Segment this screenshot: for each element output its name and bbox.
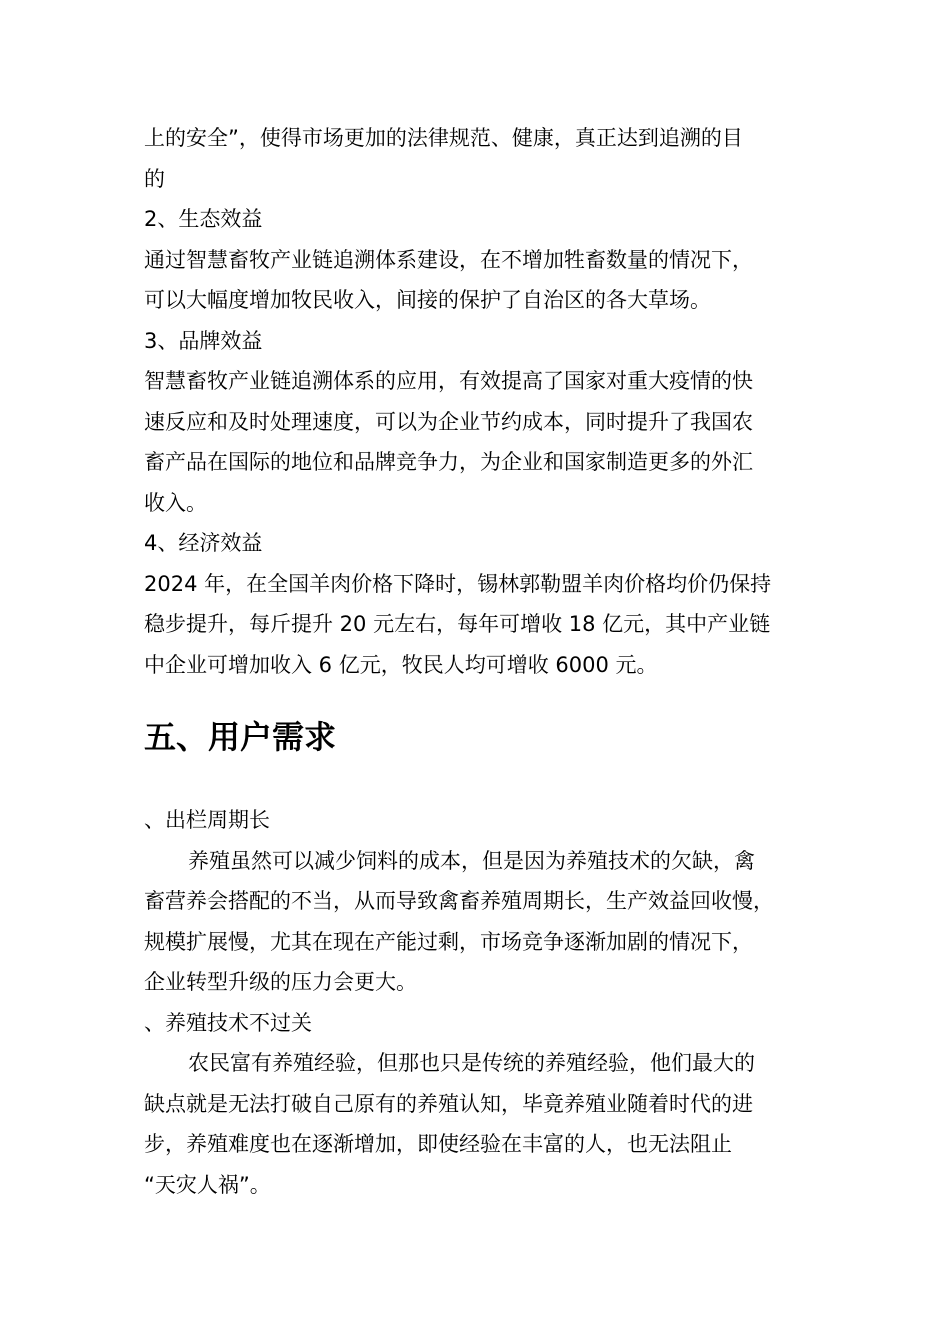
section-ecology bbox=[144, 199, 824, 321]
paragraph-line: 畜营养会搭配的不当，从而导致禽畜养殖周期长，生产效益回收慢， bbox=[144, 889, 774, 913]
section-title: 、养殖技术不过关 bbox=[144, 1010, 312, 1035]
section-title: 3、品牌效益 bbox=[144, 328, 263, 353]
document-page bbox=[144, 118, 824, 1205]
section-technique bbox=[144, 1003, 824, 1206]
section-economy bbox=[144, 523, 824, 685]
paragraph-line: 养殖虽然可以减少饲料的成本，但是因为养殖技术的欠缺，禽 bbox=[188, 848, 755, 873]
intro-continuation bbox=[144, 118, 824, 199]
paragraph-line: 稳步提升，每斤提升 20 元左右，每年可增收 18 亿元，其中产业链 bbox=[144, 612, 771, 636]
paragraph-line: 2024 年，在全国羊肉价格下降时，锡林郭勒盟羊肉价格均价仍保持 bbox=[144, 571, 772, 596]
paragraph-line: 规模扩展慢，尤其在现在产能过剩，市场竞争逐渐加剧的情况下， bbox=[144, 929, 753, 954]
section-title: 2、生态效益 bbox=[144, 207, 263, 231]
paragraph-line: 畜产品在国际的地位和品牌竞争力，为企业和国家制造更多的外汇 bbox=[144, 450, 753, 474]
paragraph-line: 的 bbox=[144, 166, 165, 191]
paragraph-line: 上的安全”，使得市场更加的法律规范、健康，真正达到追溯的目 bbox=[144, 126, 743, 150]
section-title: 4、经济效益 bbox=[144, 531, 263, 555]
paragraph-line: 可以大幅度增加牧民收入，间接的保护了自治区的各大草场。 bbox=[144, 288, 711, 312]
paragraph-line: 速反应和及时处理速度，可以为企业节约成本，同时提升了我国农 bbox=[144, 409, 753, 434]
paragraph-line: 收入。 bbox=[144, 490, 207, 515]
paragraph-line: 农民富有养殖经验，但那也只是传统的养殖经验，他们最大的 bbox=[188, 1051, 755, 1075]
section-brand bbox=[144, 321, 824, 524]
section-title: 、出栏周期长 bbox=[144, 808, 270, 832]
paragraph-line: 步，养殖难度也在逐渐增加，即使经验在丰富的人，也无法阻止 bbox=[144, 1132, 732, 1156]
paragraph-line: “天灾人祸”。 bbox=[144, 1172, 271, 1197]
chapter-heading: 五、用户需求 bbox=[144, 718, 337, 756]
paragraph-line: 通过智慧畜牧产业链追溯体系建设，在不增加牲畜数量的情况下， bbox=[144, 247, 753, 272]
paragraph-line: 智慧畜牧产业链追溯体系的应用，有效提高了国家对重大疫情的快 bbox=[144, 369, 753, 393]
paragraph-line: 中企业可增加收入 6 亿元，牧民人均可增收 6000 元。 bbox=[144, 652, 658, 677]
paragraph-line: 企业转型升级的压力会更大。 bbox=[144, 970, 417, 994]
paragraph-line: 缺点就是无法打破自己原有的养殖认知，毕竟养殖业随着时代的进 bbox=[144, 1091, 753, 1116]
section-slow-turnover bbox=[144, 800, 824, 1003]
